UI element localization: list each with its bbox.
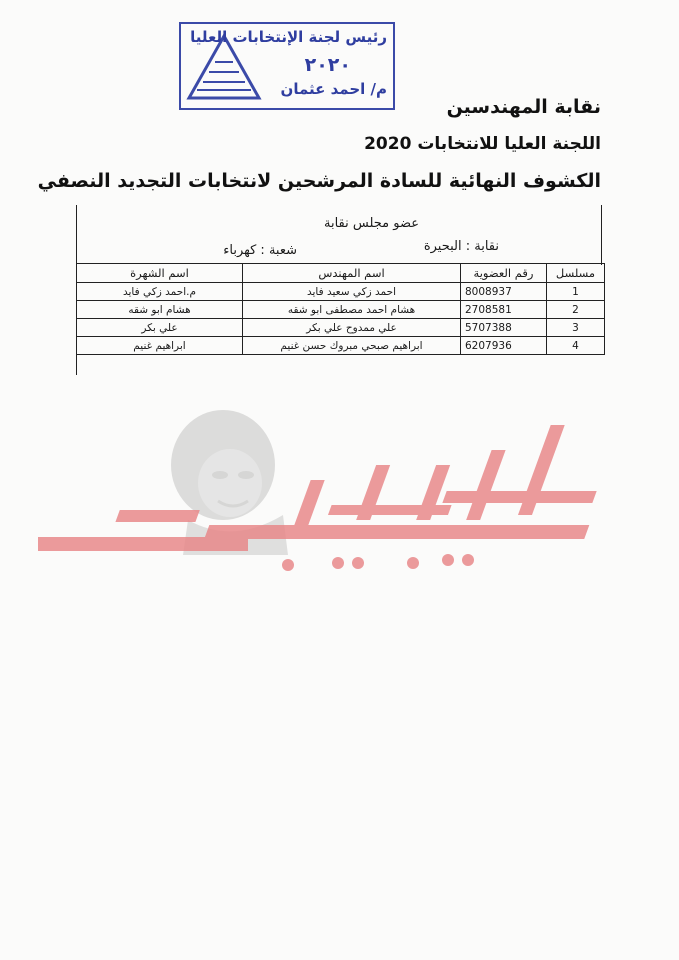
committee-heading: اللجنة العليا للانتخابات 2020 [364, 134, 601, 154]
table-row [77, 319, 605, 337]
engineer-name-cell: ابراهيم صبحي مبروك حسن غنيم [243, 337, 461, 355]
stamp-title: رئيس لجنة الإنتخابات العليا [190, 28, 387, 46]
table-header-row [77, 264, 605, 283]
syndicate-heading: نقابة المهندسين [446, 96, 601, 118]
membership-cell: 6207936 [461, 337, 547, 355]
publisher-watermark-logo [38, 405, 640, 580]
serial-cell: 2 [547, 301, 605, 319]
membership-cell: 5707388 [461, 319, 547, 337]
column-header-membership: رقم العضوية [461, 264, 547, 283]
engineer-name-cell: علي ممدوح علي بكر [243, 319, 461, 337]
candidates-table [76, 263, 605, 355]
table-row [77, 337, 605, 355]
official-stamp [179, 22, 395, 110]
union-label: نقابة : البحيرة [423, 239, 499, 254]
position-label: عضو مجلس نقابة [324, 216, 419, 231]
table-row [77, 283, 605, 301]
membership-cell: 8008937 [461, 283, 547, 301]
stamp-year: ٢٠٢٠ [304, 54, 351, 76]
known-as-cell: علي بكر [77, 319, 243, 337]
division-label: شعبة : كهرباء [223, 243, 297, 258]
known-as-cell: ابراهيم غنيم [77, 337, 243, 355]
frame-divider [601, 205, 602, 265]
brand-lettering-watermark [38, 425, 597, 571]
known-as-cell: م.احمد زكي فايد [77, 283, 243, 301]
table-row [77, 301, 605, 319]
serial-cell: 3 [547, 319, 605, 337]
document-title: الكشوف النهائية للسادة المرشحين لانتخابات التجديد النصفي [37, 170, 601, 192]
membership-cell: 2708581 [461, 301, 547, 319]
column-header-engineer-name: اسم المهندس [243, 264, 461, 283]
engineer-name-cell: هشام احمد مصطفى ابو شقه [243, 301, 461, 319]
serial-cell: 1 [547, 283, 605, 301]
known-as-cell: هشام ابو شقه [77, 301, 243, 319]
column-header-known-as: اسم الشهرة [77, 264, 243, 283]
stamp-name: م/ احمد عثمان [280, 80, 387, 98]
serial-cell: 4 [547, 337, 605, 355]
engineer-name-cell: احمد زكي سعيد فايد [243, 283, 461, 301]
column-header-serial: مسلسل [547, 264, 605, 283]
